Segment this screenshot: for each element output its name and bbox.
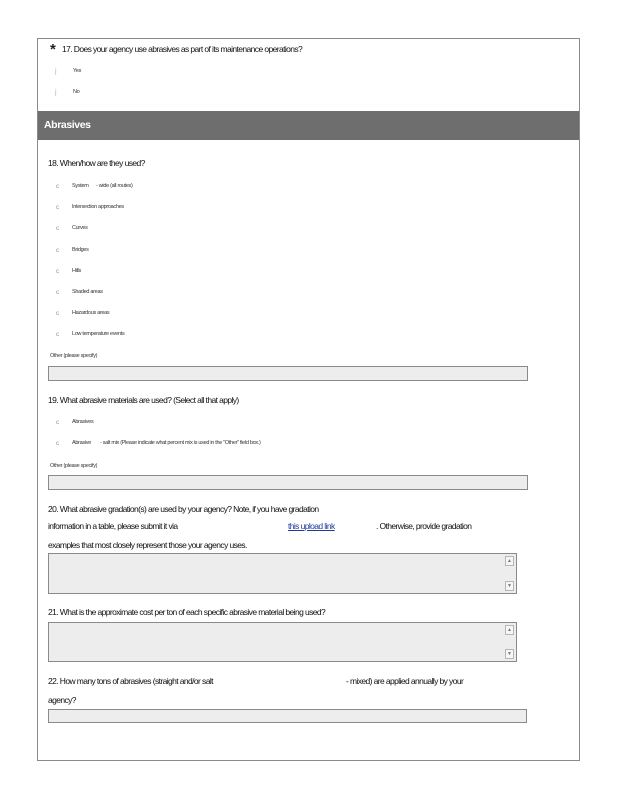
option-abrasive-extra: - salt mix (Please indicate what percent mix is used in the "Other" field box.) <box>100 440 261 446</box>
section-header-abrasives <box>38 111 579 140</box>
option-system-extra: - wide (all routes) <box>96 183 133 189</box>
option-yes-label: Yes <box>73 68 82 74</box>
option-no-label: No <box>73 89 80 95</box>
checkbox-curves[interactable]: c <box>56 226 59 232</box>
scroll-up-icon[interactable]: ▲ <box>505 556 514 566</box>
option-hazardous-label: Hazardous areas <box>72 310 110 316</box>
checkbox-intersection[interactable]: c <box>56 205 59 211</box>
question-20-line2-prefix: information in a table, please submit it via <box>48 521 178 531</box>
q22-input[interactable] <box>48 709 527 723</box>
checkbox-low-temp[interactable]: c <box>56 332 59 338</box>
checkbox-abrasives[interactable]: c <box>56 420 59 426</box>
q19-other-input[interactable] <box>48 475 528 490</box>
question-17-text: 17. Does your agency use abrasives as part of its maintenance operations? <box>62 44 303 54</box>
question-22-line1-suffix: - mixed) are applied annually by your <box>346 676 464 686</box>
option-hills-label: Hills <box>72 268 81 274</box>
radio-no[interactable]: j <box>55 89 57 96</box>
question-19-text: 19. What abrasive materials are used? (Select all that apply) <box>48 395 239 405</box>
radio-yes[interactable]: j <box>55 68 57 75</box>
scroll-up-icon[interactable]: ▲ <box>505 625 514 635</box>
section-title: Abrasives <box>44 119 91 131</box>
scroll-down-icon[interactable]: ▼ <box>505 649 514 659</box>
q21-textarea[interactable] <box>48 622 517 662</box>
question-20-line2-suffix: . Otherwise, provide gradation <box>376 521 472 531</box>
upload-link[interactable]: this upload link <box>288 521 335 531</box>
scroll-down-icon[interactable]: ▼ <box>505 581 514 591</box>
checkbox-shaded[interactable]: c <box>56 290 59 296</box>
option-system-label: System <box>72 183 89 189</box>
q20-textarea[interactable] <box>48 553 517 594</box>
option-low-temp-label: Low temperature events <box>72 331 125 337</box>
option-intersection-label: Intersection approaches <box>72 204 124 210</box>
question-20-line1: 20. What abrasive gradation(s) are used by your agency? Note, if you have gradation <box>48 504 319 514</box>
checkbox-hills[interactable]: c <box>56 269 59 275</box>
question-18-text: 18. When/how are they used? <box>48 158 145 168</box>
checkbox-hazardous[interactable]: c <box>56 311 59 317</box>
checkbox-abrasive-salt-mix[interactable]: c <box>56 441 59 447</box>
q19-other-label: Other (please specify) <box>50 463 98 469</box>
q18-other-input[interactable] <box>48 366 528 381</box>
option-bridges-label: Bridges <box>72 247 89 253</box>
question-22-line1-prefix: 22. How many tons of abrasives (straight and/or salt <box>48 676 213 686</box>
option-curves-label: Curves <box>72 225 88 231</box>
checkbox-bridges[interactable]: c <box>56 248 59 254</box>
option-shaded-label: Shaded areas <box>72 289 103 295</box>
question-20-line3: examples that most closely represent those your agency uses. <box>48 540 247 550</box>
option-abrasives-label: Abrasives <box>72 419 94 425</box>
question-21-text: 21. What is the approximate cost per ton of each specific abrasive material being used? <box>48 607 326 617</box>
question-22-line2: agency? <box>48 695 76 705</box>
q18-other-label: Other (please specify) <box>50 353 98 359</box>
option-abrasive-label: Abrasive <box>72 440 91 446</box>
checkbox-system-wide[interactable]: c <box>56 184 59 190</box>
required-star: * <box>50 41 56 58</box>
